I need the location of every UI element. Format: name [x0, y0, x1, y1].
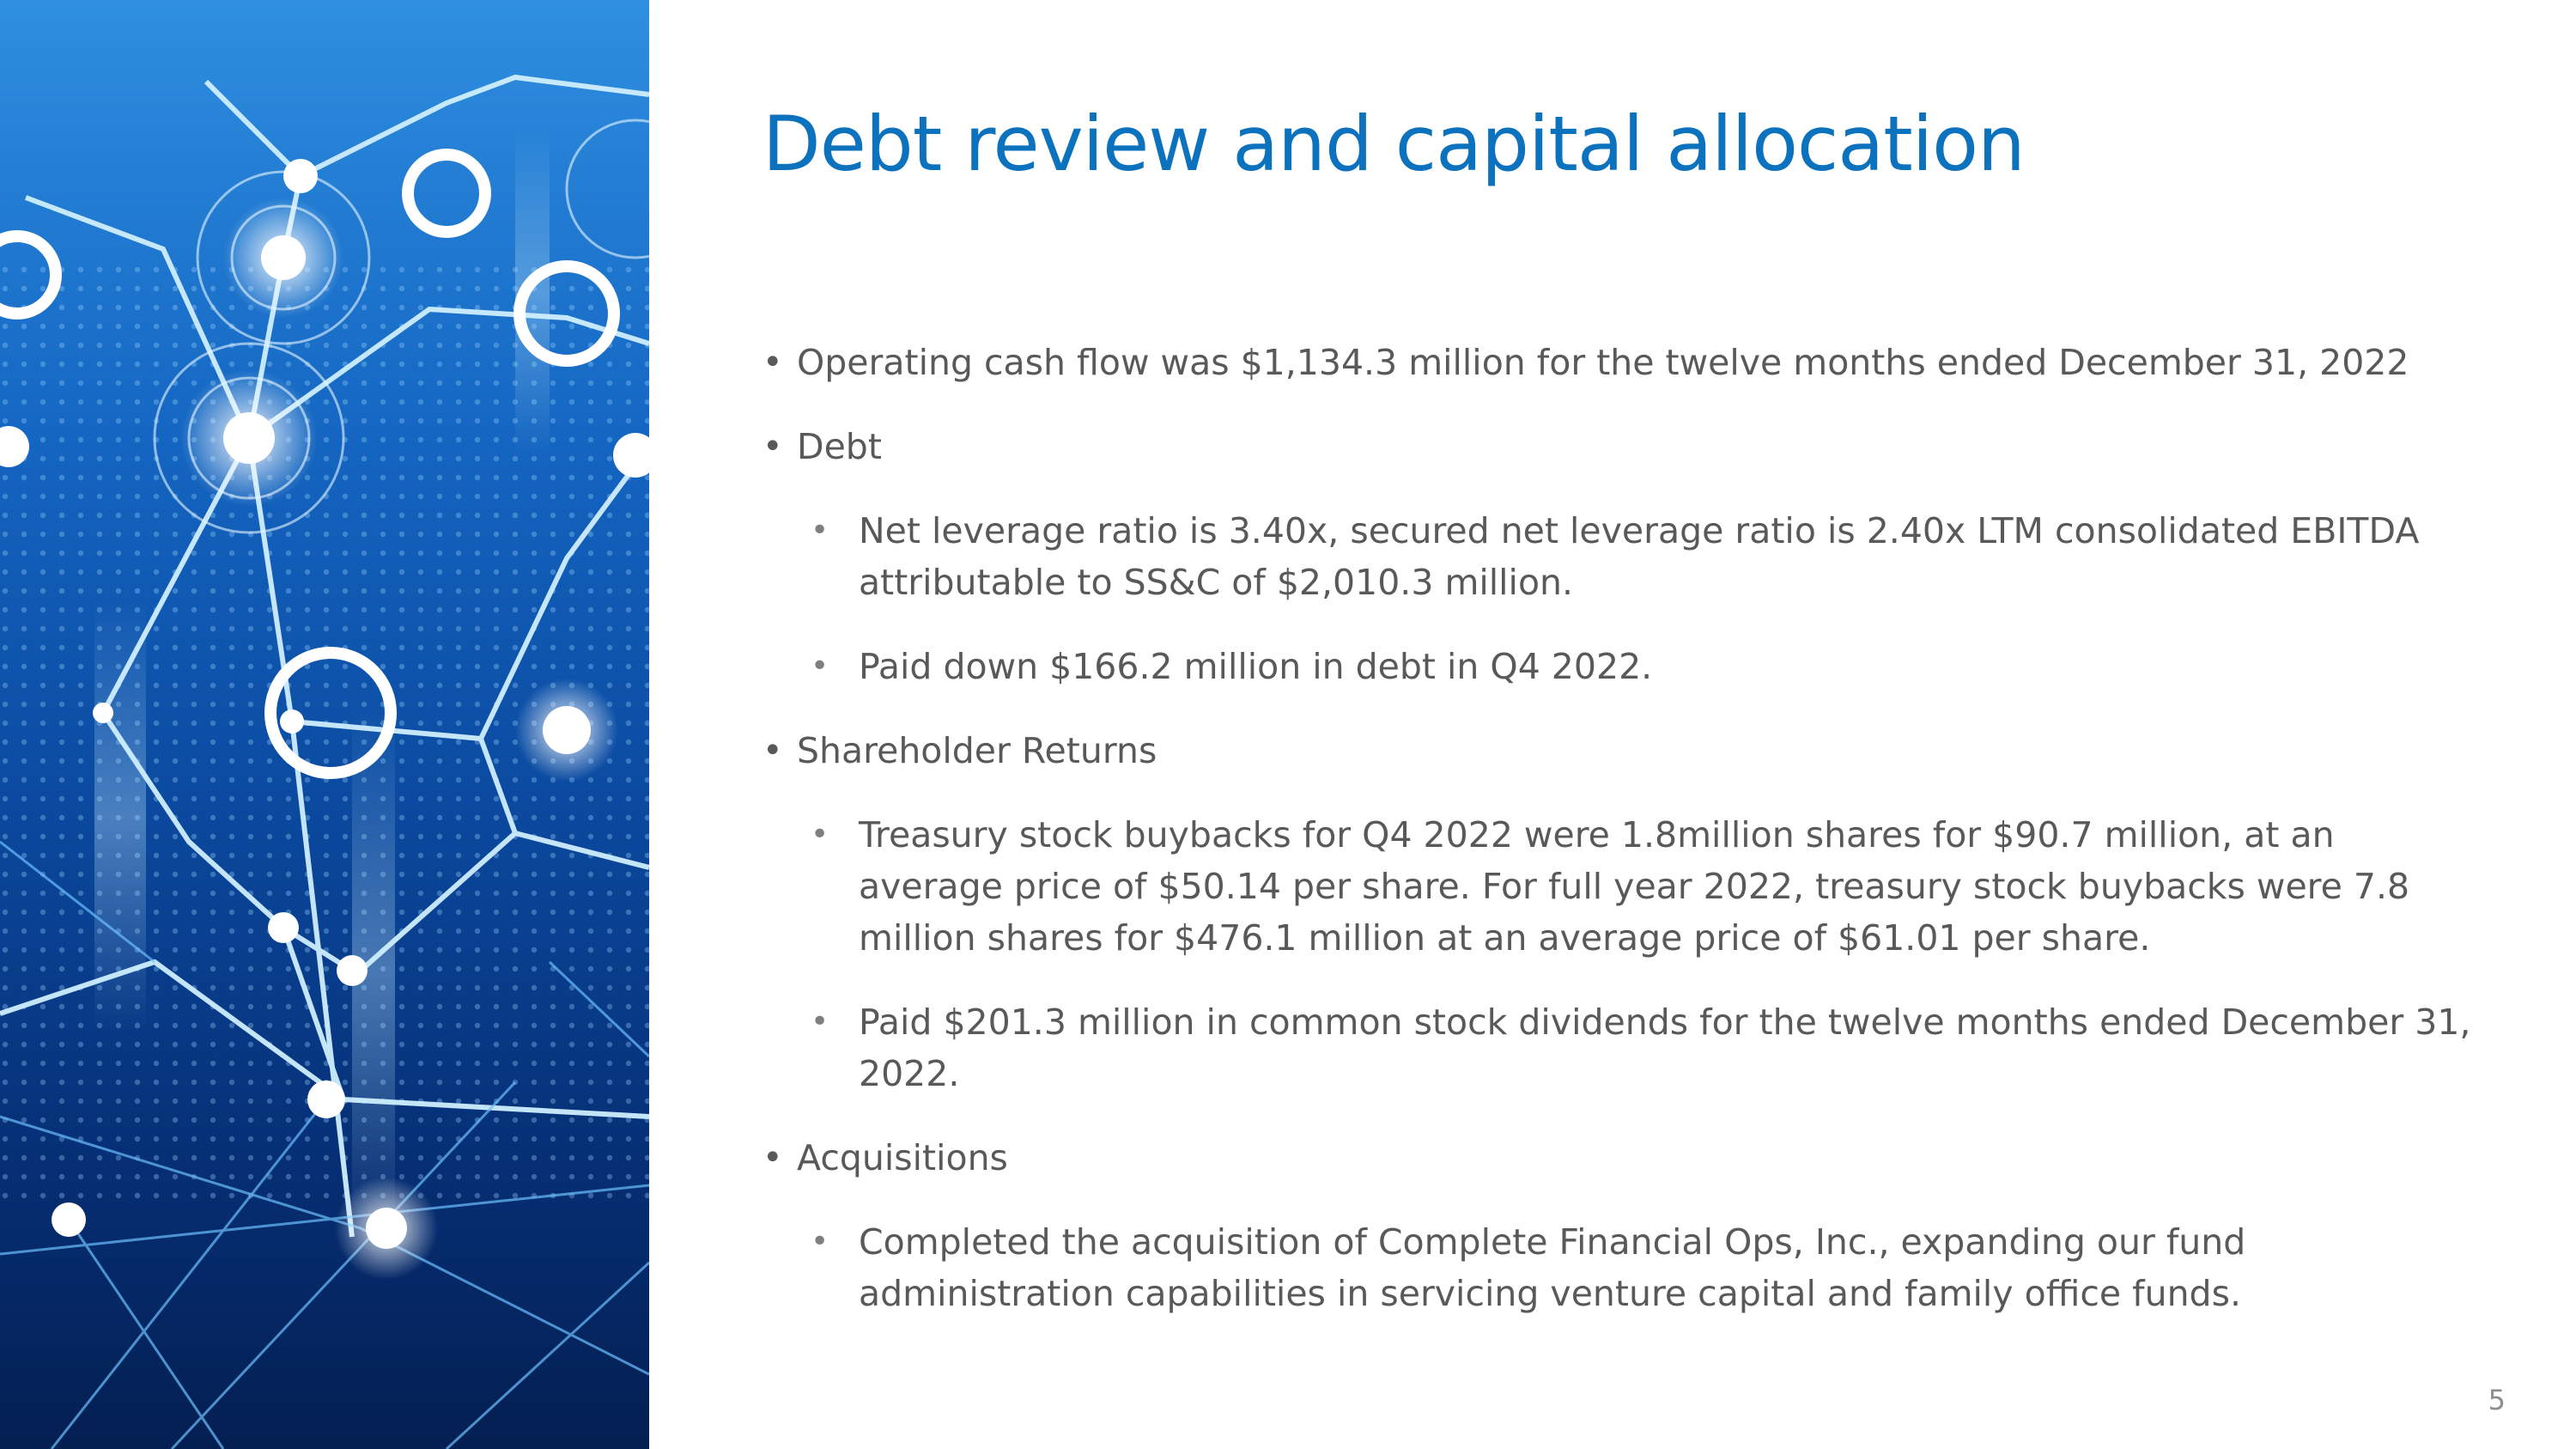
bullet-list: [762, 337, 2480, 1352]
bullet-item: [762, 337, 2480, 388]
bullet-text: Paid down $166.2 million in debt in Q4 2022.: [859, 646, 1653, 687]
bullet-icon: •: [811, 513, 829, 548]
sub-bullet-item: [762, 505, 2480, 608]
bullet-icon: •: [811, 817, 829, 852]
bullet-text: Net leverage ratio is 3.40x, secured net leverage ratio is 2.40x LTM consolidated EBITDA attributable to SS&C of $2,010.3 million.: [859, 510, 2420, 603]
bullet-text: Paid $201.3 million in common stock dividends for the twelve months ended December 31, 2022.: [859, 1002, 2471, 1094]
bullet-icon: •: [762, 343, 783, 382]
sub-bullet-item: [762, 641, 2480, 692]
network-graphic: [0, 0, 649, 1449]
bullet-icon: •: [811, 1004, 829, 1039]
page-number: 5: [2488, 1384, 2506, 1416]
bullet-text: Operating cash flow was $1,134.3 million for the twelve months ended December 31, 2022: [797, 342, 2409, 383]
bullet-text: Acquisitions: [797, 1137, 1008, 1178]
bullet-text: Shareholder Returns: [797, 730, 1157, 771]
sub-bullet-item: [762, 996, 2480, 1099]
bullet-icon: •: [762, 427, 783, 466]
bullet-text: Debt: [797, 426, 882, 467]
page-title: Debt review and capital allocation: [762, 100, 2025, 188]
bullet-item: [762, 421, 2480, 472]
sub-bullet-item: [762, 1216, 2480, 1319]
bullet-icon: •: [811, 1224, 829, 1259]
sub-bullet-item: [762, 809, 2480, 964]
bullet-text: Completed the acquisition of Complete Financial Ops, Inc., expanding our fund administration capabilities in servicing venture capital and family office funds.: [859, 1221, 2246, 1314]
bullet-text: Treasury stock buybacks for Q4 2022 were 1.8million shares for $90.7 million, at an average price of $50.14 per share. For full year 2022, treasury stock buybacks were 7.8 million shares for $476.1 million at an average price of $61.01 per share.: [859, 814, 2410, 959]
bullet-icon: •: [811, 648, 829, 684]
bullet-item: [762, 725, 2480, 776]
bullet-item: [762, 1132, 2480, 1184]
bullet-icon: •: [762, 1138, 783, 1178]
bullet-icon: •: [762, 731, 783, 770]
